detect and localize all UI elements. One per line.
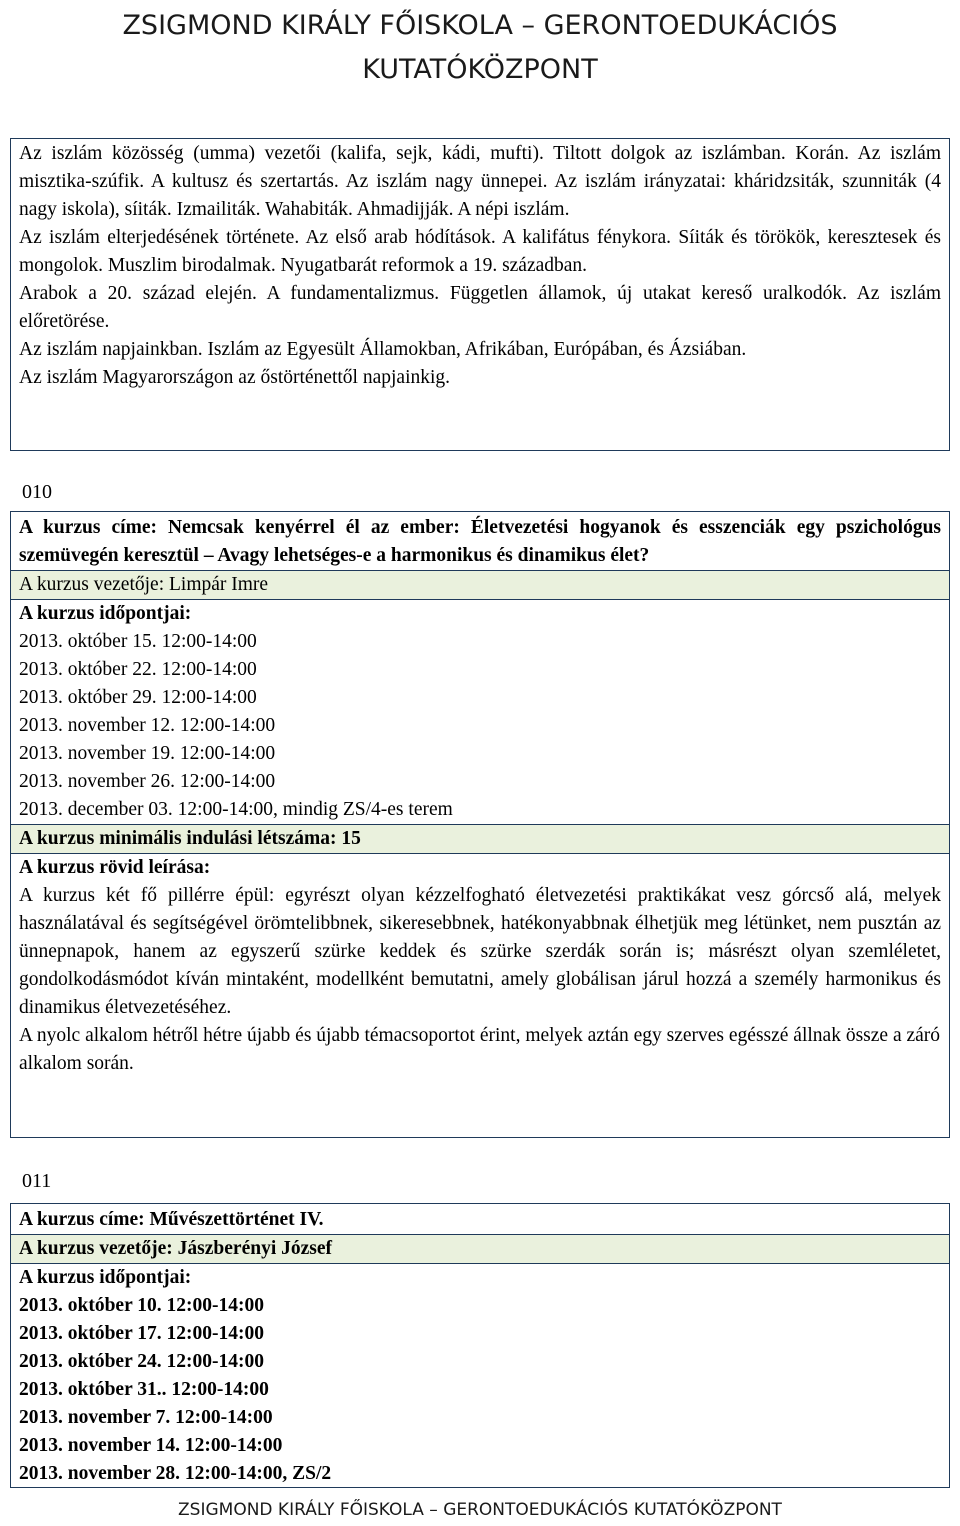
course-010-description-2: A nyolc alkalom hétről hétre újabb és újabb témacsoportot érint, melyek aztán egy szerves egésszé állnak össze a záró alkalom során.	[19, 1025, 941, 1074]
course-010-min-size: A kurzus minimális indulási létszáma: 15	[11, 824, 949, 853]
course-010-date: 2013. október 15. 12:00-14:00	[19, 631, 257, 652]
previous-course-box	[10, 138, 950, 451]
header-line-2: KUTATÓKÖZPONT	[362, 54, 598, 85]
page-header	[0, 4, 960, 92]
islam-history-paragraph: Az iszlám elterjedésének története. Az első arab hódítások. A kalifátus fénykora. Síiták és törökök, keresztesek és mongolok. Muszlim birodalmak. Nyugatbarát reformok a 19. században.	[19, 227, 941, 276]
course-011-date: 2013. november 28. 12:00-14:00, ZS/2	[19, 1463, 332, 1484]
course-011-date: 2013. október 24. 12:00-14:00	[19, 1351, 264, 1372]
course-011-date: 2013. október 17. 12:00-14:00	[19, 1323, 264, 1344]
course-010-date: 2013. november 26. 12:00-14:00	[19, 771, 276, 792]
course-011-date: 2013. október 31.. 12:00-14:00	[19, 1379, 269, 1400]
course-010-date: 2013. október 22. 12:00-14:00	[19, 659, 257, 680]
islam-hungary-paragraph: Az iszlám Magyarországon az őstörténettől napjainkig.	[19, 367, 451, 388]
course-011-title: A kurzus címe: Művészettörténet IV.	[19, 1209, 324, 1230]
page-footer: ZSIGMOND KIRÁLY FŐISKOLA – GERONTOEDUKÁCIÓS KUTATÓKÖZPONT	[178, 1500, 782, 1520]
course-011-date: 2013. október 10. 12:00-14:00	[19, 1295, 264, 1316]
course-number-011: 011	[22, 1170, 52, 1192]
course-010-description-label: A kurzus rövid leírása:	[11, 853, 949, 882]
course-010-dates-label: A kurzus időpontjai:	[11, 599, 949, 628]
course-010-date: 2013. december 03. 12:00-14:00, mindig ZS/4-es terem	[19, 799, 453, 820]
course-011-date: 2013. november 14. 12:00-14:00	[19, 1435, 283, 1456]
course-011-dates-label: A kurzus időpontjai:	[11, 1263, 949, 1292]
course-010-box	[10, 511, 950, 1138]
header-line-1: ZSIGMOND KIRÁLY FŐISKOLA – GERONTOEDUKÁCIÓS	[122, 10, 838, 41]
course-010-leader: A kurzus vezetője: Limpár Imre	[11, 570, 949, 599]
course-011-date: 2013. november 7. 12:00-14:00	[19, 1407, 273, 1428]
course-011-leader: A kurzus vezetője: Jászberényi József	[11, 1234, 949, 1263]
course-010-title: A kurzus címe: Nemcsak kenyérrel él az ember: Életvezetési hogyanok és esszenciák egy pszichológus szemüvegén keresztül – Avagy lehetséges-e a harmonikus és dinamikus élet?	[19, 517, 941, 566]
islam-today-paragraph: Az iszlám napjainkban. Iszlám az Egyesült Államokban, Afrikában, Európában, és Ázsiában.	[19, 339, 747, 360]
arab-20th-century-paragraph: Arabok a 20. század elején. A fundamentalizmus. Független államok, új utakat kereső uralkodók. Az iszlám előretörése.	[19, 283, 941, 332]
course-011-box	[10, 1203, 950, 1488]
course-number-010: 010	[22, 481, 52, 503]
course-010-date: 2013. november 19. 12:00-14:00	[19, 743, 276, 764]
islam-topics-paragraph: Az iszlám közösség (umma) vezetői (kalifa, sejk, kádi, mufti). Tiltott dolgok az iszlámban. Korán. Az iszlám misztika-szúfik. A kultusz és szertartás. Az iszlám nagy ünnepei. Az iszlám irányzatai: kháridzsiták, szunniták (4 nagy iskola), síiták. Izmailiták. Wahabiták. Ahmadijják. A népi iszlám.	[19, 143, 941, 220]
course-010-date: 2013. október 29. 12:00-14:00	[19, 687, 257, 708]
course-010-date: 2013. november 12. 12:00-14:00	[19, 715, 276, 736]
course-010-description: A kurzus két fő pillérre épül: egyrészt olyan kézzelfogható életvezetési praktikákat vesz górcső alá, melyek használatával és segítségével örömtelibbnek, sikeresebbnek, hatékonyabbnak élhetjük meg létünket, nem pusztán az ünnepnapok, hanem az egyszerű szürke keddek és szürke szerdák során is; másrészt olyan szemléletet, gondolkodásmódot kíván mintaként, modellként bemutatni, amely globálisan járul hozzá a személy harmonikus és dinamikus életvezetéséhez.	[19, 885, 941, 1018]
